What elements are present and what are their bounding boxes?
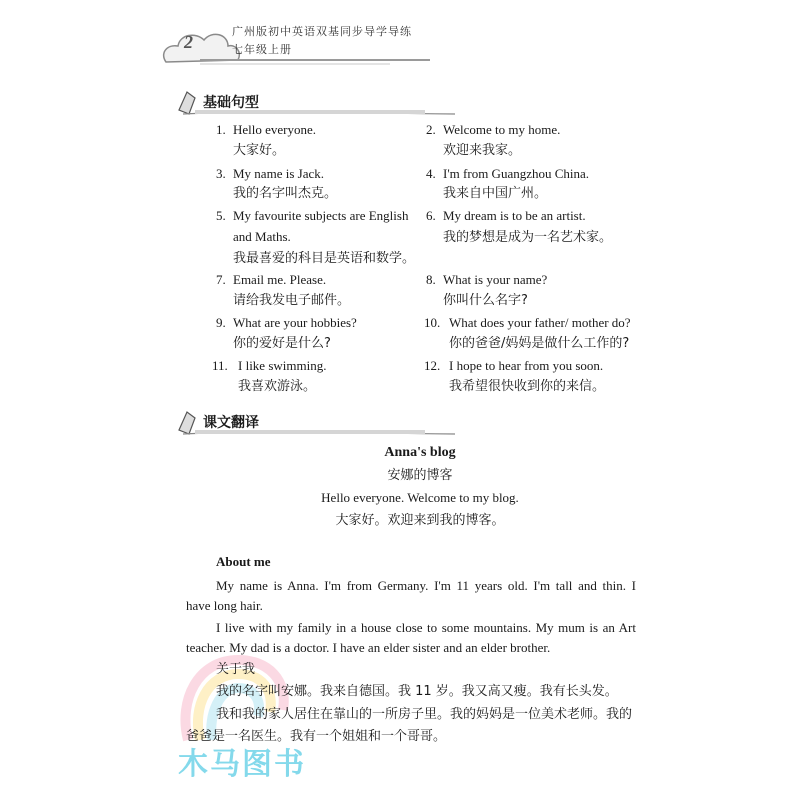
item-1-en: Hello everyone. bbox=[233, 122, 317, 137]
item-2-en: Welcome to my home. bbox=[443, 122, 561, 137]
item-9-zh: 你的爱好是什么? bbox=[233, 336, 331, 351]
zh-line1: 我的名字叫安娜。我来自德国。我 11 岁。我又高又瘦。我有长头发。 bbox=[216, 684, 618, 699]
item-9-en: What are your hobbies? bbox=[233, 315, 357, 330]
page-header bbox=[160, 18, 460, 78]
item-10-zh: 你的爸爸/妈妈是做什么工作的? bbox=[449, 336, 630, 351]
item-7-num: 7. bbox=[216, 272, 226, 287]
zh-line2: 我和我的家人居住在靠山的一所房子里。我的妈妈是一位美术老师。我的 bbox=[216, 707, 633, 722]
item-4-num: 4. bbox=[426, 166, 436, 181]
watermark-text: 木马图书 bbox=[178, 747, 306, 782]
section-title-basic-sentences bbox=[175, 88, 475, 118]
about-me-zh-heading: 关于我 bbox=[216, 662, 256, 677]
item-5-num: 5. bbox=[216, 208, 226, 223]
item-12-en: I hope to hear from you soon. bbox=[449, 358, 604, 373]
para1-line2: have long hair. bbox=[186, 598, 263, 613]
para1-line1: My name is Anna. I'm from Germany. I'm 11 years old. I'm tall and thin. I bbox=[216, 578, 636, 593]
section-title-text-translation bbox=[175, 408, 475, 438]
section1-title: 基础句型 bbox=[203, 95, 259, 111]
item-11-zh: 我喜欢游泳。 bbox=[238, 379, 317, 394]
para2-line1: I live with my family in a house close to some mountains. My mum is an Art bbox=[216, 620, 636, 635]
blog-title-en: Anna's blog bbox=[384, 445, 456, 460]
greeting-en: Hello everyone. Welcome to my blog. bbox=[321, 490, 519, 505]
item-11-num: 11. bbox=[212, 358, 228, 373]
greeting-zh: 大家好。欢迎来到我的博客。 bbox=[335, 513, 505, 528]
item-6-zh: 我的梦想是成为一名艺术家。 bbox=[443, 230, 613, 245]
para2-line2: teacher. My dad is a doctor. I have an elder sister and an elder brother. bbox=[186, 640, 551, 655]
item-7-zh: 请给我发电子邮件。 bbox=[233, 293, 351, 308]
item-6-en: My dream is to be an artist. bbox=[443, 208, 586, 223]
item-10-num: 10. bbox=[424, 315, 441, 330]
grade-label: 七年级上册 bbox=[232, 43, 292, 56]
item-5-en2: and Maths. bbox=[233, 229, 291, 244]
item-3-en: My name is Jack. bbox=[233, 166, 324, 181]
item-11-en: I like swimming. bbox=[238, 358, 327, 373]
zh-line3: 爸爸是一名医生。我有一个姐姐和一个哥哥。 bbox=[186, 729, 447, 744]
blog-title-zh: 安娜的博客 bbox=[387, 468, 453, 483]
item-3-num: 3. bbox=[216, 166, 226, 181]
item-7-en: Email me. Please. bbox=[233, 272, 327, 287]
item-10-en: What does your father/ mother do? bbox=[449, 315, 631, 330]
page-number: 2 bbox=[184, 32, 193, 52]
item-8-zh: 你叫什么名字? bbox=[443, 293, 528, 308]
item-8-num: 8. bbox=[426, 272, 436, 287]
item-2-num: 2. bbox=[426, 122, 436, 137]
item-4-zh: 我来自中国广州。 bbox=[443, 186, 548, 201]
item-4-en: I'm from Guangzhou China. bbox=[443, 166, 590, 181]
item-12-zh: 我希望很快收到你的来信。 bbox=[449, 379, 606, 394]
item-1-num: 1. bbox=[216, 122, 226, 137]
book-title: 广州版初中英语双基同步导学导练 bbox=[232, 25, 412, 38]
item-9-num: 9. bbox=[216, 315, 226, 330]
section2-title: 课文翻译 bbox=[203, 415, 259, 431]
item-5-zh: 我最喜爱的科目是英语和数学。 bbox=[233, 251, 416, 266]
item-1-zh: 大家好。 bbox=[233, 143, 286, 158]
item-6-num: 6. bbox=[426, 208, 436, 223]
about-me-heading: About me bbox=[216, 554, 271, 569]
item-2-zh: 欢迎来我家。 bbox=[443, 143, 522, 158]
item-8-en: What is your name? bbox=[443, 272, 548, 287]
item-12-num: 12. bbox=[424, 358, 441, 373]
item-5-en: My favourite subjects are English bbox=[233, 208, 409, 223]
item-3-zh: 我的名字叫杰克。 bbox=[233, 186, 338, 201]
